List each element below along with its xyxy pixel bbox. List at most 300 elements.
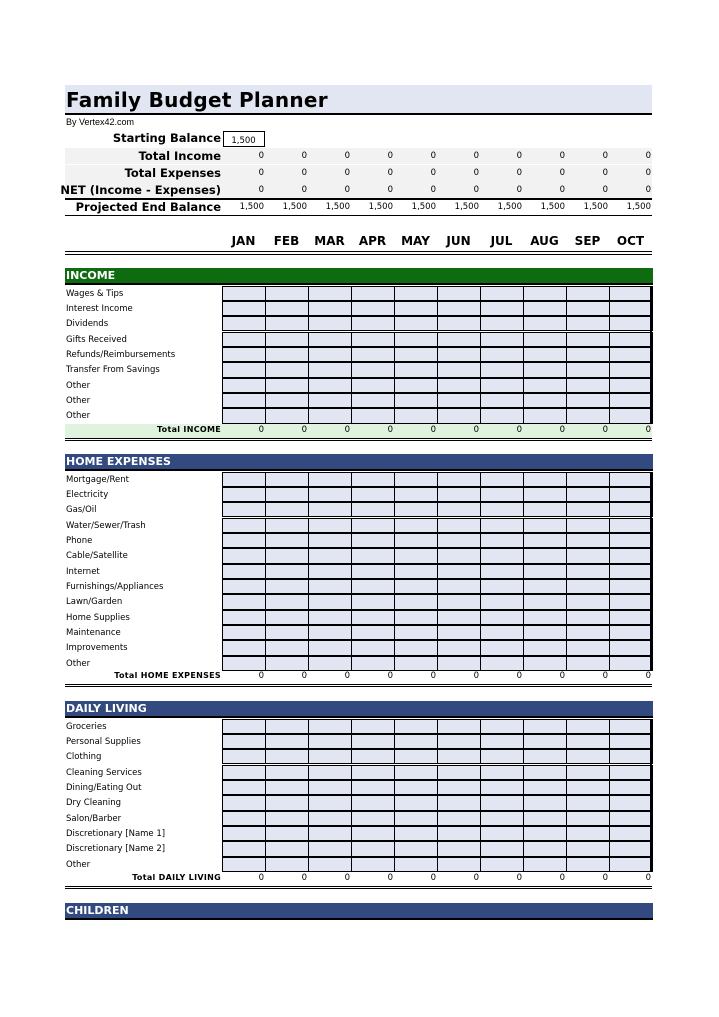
input-cell[interactable] bbox=[523, 857, 567, 872]
input-cell[interactable] bbox=[523, 780, 567, 795]
input-cell[interactable] bbox=[523, 656, 567, 671]
input-cell[interactable] bbox=[351, 579, 395, 594]
input-cell[interactable] bbox=[523, 332, 567, 347]
input-cell[interactable] bbox=[480, 795, 524, 810]
input-cell[interactable] bbox=[609, 826, 653, 841]
input-cell[interactable] bbox=[351, 472, 395, 487]
input-cell[interactable] bbox=[437, 301, 481, 316]
input-cell[interactable] bbox=[566, 393, 610, 408]
input-cell[interactable] bbox=[609, 780, 653, 795]
input-cell[interactable] bbox=[394, 332, 438, 347]
input-cell[interactable] bbox=[437, 502, 481, 517]
input-cell[interactable] bbox=[222, 533, 266, 548]
input-cell[interactable] bbox=[566, 579, 610, 594]
input-cell[interactable] bbox=[351, 594, 395, 609]
input-cell[interactable] bbox=[566, 719, 610, 734]
input-cell[interactable] bbox=[437, 316, 481, 331]
input-cell[interactable] bbox=[437, 286, 481, 301]
input-cell[interactable] bbox=[437, 811, 481, 826]
input-cell[interactable] bbox=[480, 408, 524, 423]
input-cell[interactable] bbox=[523, 826, 567, 841]
input-cell[interactable] bbox=[609, 610, 653, 625]
input-cell[interactable] bbox=[265, 393, 309, 408]
input-cell[interactable] bbox=[265, 502, 309, 517]
input-cell[interactable] bbox=[222, 286, 266, 301]
input-cell[interactable] bbox=[265, 362, 309, 377]
input-cell[interactable] bbox=[566, 857, 610, 872]
input-cell[interactable] bbox=[523, 610, 567, 625]
input-cell[interactable] bbox=[566, 362, 610, 377]
input-cell[interactable] bbox=[265, 286, 309, 301]
input-cell[interactable] bbox=[437, 472, 481, 487]
input-cell[interactable] bbox=[480, 316, 524, 331]
input-cell[interactable] bbox=[394, 765, 438, 780]
input-cell[interactable] bbox=[566, 625, 610, 640]
input-cell[interactable] bbox=[480, 564, 524, 579]
input-cell[interactable] bbox=[265, 795, 309, 810]
input-cell[interactable] bbox=[480, 656, 524, 671]
input-cell[interactable] bbox=[523, 564, 567, 579]
input-cell[interactable] bbox=[523, 502, 567, 517]
input-cell[interactable] bbox=[609, 734, 653, 749]
input-cell[interactable] bbox=[437, 625, 481, 640]
input-cell[interactable] bbox=[437, 347, 481, 362]
input-cell[interactable] bbox=[222, 594, 266, 609]
input-cell[interactable] bbox=[222, 378, 266, 393]
input-cell[interactable] bbox=[351, 533, 395, 548]
input-cell[interactable] bbox=[308, 548, 352, 563]
input-cell[interactable] bbox=[351, 362, 395, 377]
input-cell[interactable] bbox=[351, 487, 395, 502]
input-cell[interactable] bbox=[609, 378, 653, 393]
input-cell[interactable] bbox=[265, 518, 309, 533]
input-cell[interactable] bbox=[394, 487, 438, 502]
input-cell[interactable] bbox=[308, 656, 352, 671]
input-cell[interactable] bbox=[265, 301, 309, 316]
input-cell[interactable] bbox=[265, 656, 309, 671]
input-cell[interactable] bbox=[523, 472, 567, 487]
input-cell[interactable] bbox=[351, 749, 395, 764]
input-cell[interactable] bbox=[265, 347, 309, 362]
input-cell[interactable] bbox=[480, 286, 524, 301]
input-cell[interactable] bbox=[609, 316, 653, 331]
input-cell[interactable] bbox=[265, 548, 309, 563]
input-cell[interactable] bbox=[394, 841, 438, 856]
input-cell[interactable] bbox=[437, 533, 481, 548]
input-cell[interactable] bbox=[566, 811, 610, 826]
input-cell[interactable] bbox=[480, 472, 524, 487]
input-cell[interactable] bbox=[222, 841, 266, 856]
input-cell[interactable] bbox=[437, 487, 481, 502]
input-cell[interactable] bbox=[523, 518, 567, 533]
input-cell[interactable] bbox=[609, 564, 653, 579]
input-cell[interactable] bbox=[609, 841, 653, 856]
input-cell[interactable] bbox=[437, 734, 481, 749]
input-cell[interactable] bbox=[394, 472, 438, 487]
input-cell[interactable] bbox=[394, 362, 438, 377]
input-cell[interactable] bbox=[222, 316, 266, 331]
input-cell[interactable] bbox=[480, 301, 524, 316]
input-cell[interactable] bbox=[222, 826, 266, 841]
input-cell[interactable] bbox=[523, 734, 567, 749]
input-cell[interactable] bbox=[351, 548, 395, 563]
input-cell[interactable] bbox=[308, 625, 352, 640]
input-cell[interactable] bbox=[351, 518, 395, 533]
input-cell[interactable] bbox=[609, 548, 653, 563]
input-cell[interactable] bbox=[308, 640, 352, 655]
input-cell[interactable] bbox=[609, 795, 653, 810]
input-cell[interactable] bbox=[523, 301, 567, 316]
input-cell[interactable] bbox=[523, 765, 567, 780]
input-cell[interactable] bbox=[351, 610, 395, 625]
input-cell[interactable] bbox=[480, 502, 524, 517]
input-cell[interactable] bbox=[566, 765, 610, 780]
input-cell[interactable] bbox=[308, 564, 352, 579]
input-cell[interactable] bbox=[566, 594, 610, 609]
input-cell[interactable] bbox=[480, 780, 524, 795]
input-cell[interactable] bbox=[265, 640, 309, 655]
input-cell[interactable] bbox=[308, 502, 352, 517]
input-cell[interactable] bbox=[609, 518, 653, 533]
input-cell[interactable] bbox=[437, 826, 481, 841]
input-cell[interactable] bbox=[265, 332, 309, 347]
input-cell[interactable] bbox=[394, 408, 438, 423]
input-cell[interactable] bbox=[437, 841, 481, 856]
input-cell[interactable] bbox=[265, 734, 309, 749]
input-cell[interactable] bbox=[394, 594, 438, 609]
input-cell[interactable] bbox=[566, 472, 610, 487]
input-cell[interactable] bbox=[437, 640, 481, 655]
input-cell[interactable] bbox=[480, 594, 524, 609]
input-cell[interactable] bbox=[394, 749, 438, 764]
input-cell[interactable] bbox=[437, 610, 481, 625]
input-cell[interactable] bbox=[394, 533, 438, 548]
input-cell[interactable] bbox=[222, 579, 266, 594]
input-cell[interactable] bbox=[265, 719, 309, 734]
input-cell[interactable] bbox=[351, 286, 395, 301]
input-cell[interactable] bbox=[523, 625, 567, 640]
input-cell[interactable] bbox=[566, 347, 610, 362]
input-cell[interactable] bbox=[566, 518, 610, 533]
input-cell[interactable] bbox=[566, 548, 610, 563]
input-cell[interactable] bbox=[265, 625, 309, 640]
input-cell[interactable] bbox=[308, 393, 352, 408]
input-cell[interactable] bbox=[351, 719, 395, 734]
input-cell[interactable] bbox=[480, 378, 524, 393]
input-cell[interactable] bbox=[437, 548, 481, 563]
input-cell[interactable] bbox=[566, 564, 610, 579]
input-cell[interactable] bbox=[566, 301, 610, 316]
input-cell[interactable] bbox=[523, 841, 567, 856]
input-cell[interactable] bbox=[222, 765, 266, 780]
input-cell[interactable] bbox=[437, 332, 481, 347]
input-cell[interactable] bbox=[265, 780, 309, 795]
input-cell[interactable] bbox=[523, 393, 567, 408]
input-cell[interactable] bbox=[308, 795, 352, 810]
input-cell[interactable] bbox=[222, 610, 266, 625]
input-cell[interactable] bbox=[480, 332, 524, 347]
input-cell[interactable] bbox=[308, 857, 352, 872]
input-cell[interactable] bbox=[566, 780, 610, 795]
input-cell[interactable] bbox=[609, 362, 653, 377]
input-cell[interactable] bbox=[351, 408, 395, 423]
input-cell[interactable] bbox=[394, 518, 438, 533]
input-cell[interactable] bbox=[437, 749, 481, 764]
starting-balance-value[interactable]: 1,500 bbox=[231, 136, 256, 146]
input-cell[interactable] bbox=[609, 502, 653, 517]
input-cell[interactable] bbox=[566, 316, 610, 331]
input-cell[interactable] bbox=[351, 564, 395, 579]
input-cell[interactable] bbox=[222, 795, 266, 810]
input-cell[interactable] bbox=[265, 378, 309, 393]
input-cell[interactable] bbox=[265, 472, 309, 487]
input-cell[interactable] bbox=[523, 795, 567, 810]
input-cell[interactable] bbox=[222, 408, 266, 423]
input-cell[interactable] bbox=[437, 765, 481, 780]
input-cell[interactable] bbox=[351, 347, 395, 362]
input-cell[interactable] bbox=[609, 533, 653, 548]
input-cell[interactable] bbox=[394, 719, 438, 734]
input-cell[interactable] bbox=[351, 332, 395, 347]
input-cell[interactable] bbox=[480, 579, 524, 594]
input-cell[interactable] bbox=[609, 640, 653, 655]
input-cell[interactable] bbox=[566, 795, 610, 810]
input-cell[interactable] bbox=[222, 393, 266, 408]
input-cell[interactable] bbox=[394, 316, 438, 331]
input-cell[interactable] bbox=[609, 286, 653, 301]
input-cell[interactable] bbox=[222, 625, 266, 640]
input-cell[interactable] bbox=[265, 316, 309, 331]
input-cell[interactable] bbox=[394, 811, 438, 826]
input-cell[interactable] bbox=[523, 347, 567, 362]
input-cell[interactable] bbox=[566, 286, 610, 301]
input-cell[interactable] bbox=[308, 408, 352, 423]
input-cell[interactable] bbox=[351, 393, 395, 408]
input-cell[interactable] bbox=[523, 811, 567, 826]
input-cell[interactable] bbox=[480, 533, 524, 548]
input-cell[interactable] bbox=[222, 640, 266, 655]
input-cell[interactable] bbox=[480, 719, 524, 734]
input-cell[interactable] bbox=[566, 378, 610, 393]
input-cell[interactable] bbox=[480, 734, 524, 749]
input-cell[interactable] bbox=[308, 286, 352, 301]
input-cell[interactable] bbox=[222, 811, 266, 826]
input-cell[interactable] bbox=[265, 857, 309, 872]
input-cell[interactable] bbox=[308, 594, 352, 609]
input-cell[interactable] bbox=[566, 640, 610, 655]
input-cell[interactable] bbox=[351, 625, 395, 640]
input-cell[interactable] bbox=[308, 826, 352, 841]
input-cell[interactable] bbox=[265, 811, 309, 826]
input-cell[interactable] bbox=[523, 316, 567, 331]
input-cell[interactable] bbox=[394, 610, 438, 625]
input-cell[interactable] bbox=[609, 579, 653, 594]
input-cell[interactable] bbox=[222, 362, 266, 377]
input-cell[interactable] bbox=[308, 347, 352, 362]
input-cell[interactable] bbox=[566, 487, 610, 502]
input-cell[interactable] bbox=[609, 749, 653, 764]
input-cell[interactable] bbox=[222, 656, 266, 671]
input-cell[interactable] bbox=[222, 548, 266, 563]
input-cell[interactable] bbox=[480, 640, 524, 655]
input-cell[interactable] bbox=[222, 301, 266, 316]
input-cell[interactable] bbox=[523, 548, 567, 563]
input-cell[interactable] bbox=[222, 719, 266, 734]
input-cell[interactable] bbox=[566, 332, 610, 347]
input-cell[interactable] bbox=[265, 610, 309, 625]
input-cell[interactable] bbox=[394, 347, 438, 362]
input-cell[interactable] bbox=[480, 811, 524, 826]
input-cell[interactable] bbox=[437, 795, 481, 810]
input-cell[interactable] bbox=[609, 857, 653, 872]
input-cell[interactable] bbox=[351, 734, 395, 749]
input-cell[interactable] bbox=[437, 579, 481, 594]
input-cell[interactable] bbox=[437, 518, 481, 533]
input-cell[interactable] bbox=[308, 533, 352, 548]
input-cell[interactable] bbox=[222, 332, 266, 347]
input-cell[interactable] bbox=[394, 795, 438, 810]
input-cell[interactable] bbox=[566, 826, 610, 841]
input-cell[interactable] bbox=[394, 656, 438, 671]
input-cell[interactable] bbox=[351, 857, 395, 872]
input-cell[interactable] bbox=[523, 286, 567, 301]
input-cell[interactable] bbox=[566, 533, 610, 548]
input-cell[interactable] bbox=[265, 579, 309, 594]
input-cell[interactable] bbox=[480, 347, 524, 362]
input-cell[interactable] bbox=[480, 362, 524, 377]
input-cell[interactable] bbox=[308, 472, 352, 487]
input-cell[interactable] bbox=[394, 734, 438, 749]
input-cell[interactable] bbox=[566, 734, 610, 749]
input-cell[interactable] bbox=[222, 487, 266, 502]
input-cell[interactable] bbox=[308, 316, 352, 331]
input-cell[interactable] bbox=[437, 857, 481, 872]
input-cell[interactable] bbox=[351, 795, 395, 810]
input-cell[interactable] bbox=[609, 301, 653, 316]
input-cell[interactable] bbox=[394, 857, 438, 872]
input-cell[interactable] bbox=[308, 610, 352, 625]
input-cell[interactable] bbox=[480, 393, 524, 408]
input-cell[interactable] bbox=[437, 408, 481, 423]
input-cell[interactable] bbox=[265, 765, 309, 780]
input-cell[interactable] bbox=[351, 826, 395, 841]
input-cell[interactable] bbox=[394, 625, 438, 640]
input-cell[interactable] bbox=[222, 749, 266, 764]
input-cell[interactable] bbox=[351, 811, 395, 826]
input-cell[interactable] bbox=[609, 594, 653, 609]
input-cell[interactable] bbox=[480, 765, 524, 780]
input-cell[interactable] bbox=[308, 734, 352, 749]
input-cell[interactable] bbox=[351, 765, 395, 780]
input-cell[interactable] bbox=[437, 594, 481, 609]
input-cell[interactable] bbox=[523, 594, 567, 609]
input-cell[interactable] bbox=[222, 502, 266, 517]
input-cell[interactable] bbox=[265, 826, 309, 841]
input-cell[interactable] bbox=[394, 286, 438, 301]
input-cell[interactable] bbox=[351, 656, 395, 671]
input-cell[interactable] bbox=[394, 564, 438, 579]
input-cell[interactable] bbox=[437, 719, 481, 734]
input-cell[interactable] bbox=[351, 841, 395, 856]
input-cell[interactable] bbox=[566, 749, 610, 764]
input-cell[interactable] bbox=[523, 362, 567, 377]
input-cell[interactable] bbox=[609, 347, 653, 362]
input-cell[interactable] bbox=[308, 811, 352, 826]
input-cell[interactable] bbox=[222, 734, 266, 749]
input-cell[interactable] bbox=[480, 749, 524, 764]
input-cell[interactable] bbox=[394, 579, 438, 594]
input-cell[interactable] bbox=[308, 487, 352, 502]
input-cell[interactable] bbox=[265, 564, 309, 579]
input-cell[interactable] bbox=[480, 841, 524, 856]
input-cell[interactable] bbox=[308, 841, 352, 856]
input-cell[interactable] bbox=[351, 780, 395, 795]
input-cell[interactable] bbox=[265, 841, 309, 856]
input-cell[interactable] bbox=[437, 378, 481, 393]
input-cell[interactable] bbox=[523, 487, 567, 502]
input-cell[interactable] bbox=[566, 841, 610, 856]
input-cell[interactable] bbox=[351, 640, 395, 655]
input-cell[interactable] bbox=[566, 610, 610, 625]
input-cell[interactable] bbox=[394, 393, 438, 408]
input-cell[interactable] bbox=[308, 579, 352, 594]
input-cell[interactable] bbox=[480, 518, 524, 533]
input-cell[interactable] bbox=[480, 826, 524, 841]
input-cell[interactable] bbox=[566, 408, 610, 423]
input-cell[interactable] bbox=[351, 301, 395, 316]
input-cell[interactable] bbox=[351, 378, 395, 393]
input-cell[interactable] bbox=[566, 502, 610, 517]
input-cell[interactable] bbox=[308, 749, 352, 764]
input-cell[interactable] bbox=[437, 393, 481, 408]
input-cell[interactable] bbox=[222, 857, 266, 872]
input-cell[interactable] bbox=[609, 811, 653, 826]
input-cell[interactable] bbox=[394, 502, 438, 517]
input-cell[interactable] bbox=[308, 332, 352, 347]
input-cell[interactable] bbox=[394, 780, 438, 795]
input-cell[interactable] bbox=[265, 594, 309, 609]
input-cell[interactable] bbox=[437, 780, 481, 795]
input-cell[interactable] bbox=[523, 378, 567, 393]
input-cell[interactable] bbox=[523, 719, 567, 734]
input-cell[interactable] bbox=[609, 765, 653, 780]
input-cell[interactable] bbox=[480, 610, 524, 625]
input-cell[interactable] bbox=[480, 857, 524, 872]
input-cell[interactable] bbox=[308, 378, 352, 393]
input-cell[interactable] bbox=[480, 548, 524, 563]
input-cell[interactable] bbox=[222, 564, 266, 579]
input-cell[interactable] bbox=[222, 472, 266, 487]
input-cell[interactable] bbox=[609, 656, 653, 671]
input-cell[interactable] bbox=[523, 579, 567, 594]
input-cell[interactable] bbox=[480, 487, 524, 502]
input-cell[interactable] bbox=[308, 765, 352, 780]
input-cell[interactable] bbox=[394, 548, 438, 563]
input-cell[interactable] bbox=[523, 533, 567, 548]
input-cell[interactable] bbox=[609, 719, 653, 734]
input-cell[interactable] bbox=[523, 408, 567, 423]
input-cell[interactable] bbox=[523, 640, 567, 655]
input-cell[interactable] bbox=[265, 487, 309, 502]
input-cell[interactable] bbox=[394, 301, 438, 316]
input-cell[interactable] bbox=[308, 301, 352, 316]
input-cell[interactable] bbox=[394, 826, 438, 841]
input-cell[interactable] bbox=[437, 564, 481, 579]
input-cell[interactable] bbox=[609, 625, 653, 640]
input-cell[interactable] bbox=[308, 780, 352, 795]
input-cell[interactable] bbox=[566, 656, 610, 671]
input-cell[interactable] bbox=[265, 408, 309, 423]
